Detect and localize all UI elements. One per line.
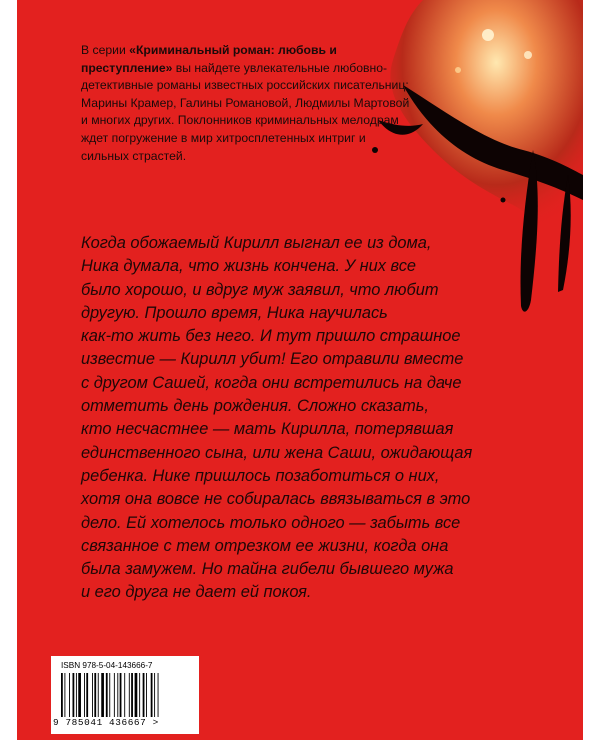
series-description xyxy=(81,42,411,165)
isbn-barcode-block xyxy=(51,656,199,734)
book-blurb: Когда обожаемый Кирилл выгнал ее из дома, Ника думала, что жизнь кончена. У них все было хорошо, и вдруг муж заявил, что любит другую. Прошло время, Ника научилась как-то жить без него. И тут пришло страшное известие — Кирилл убит! Его отравили вместе с другом Сашей, когда они встретились на даче отметить день рождения. Сложно сказать, кто несчастнее — мать Кирилла, потерявшая единственного сына, или жена Саши, ожидающая ребенка. Нике пришлось позаботиться о них, хотя она вовсе не собиралась ввязываться в это дело. Ей хотелось только одного — забыть все связанное с тем отрезком ее жизни, когда она была замужем. Но тайна гибели бывшего мужа и его друга не дает ей покоя. xyxy=(81,234,473,602)
series-body: вы найдете увлекательные любовно-детективные романы известных российских писательниц: Марины Крамер, Галины Романовой, Людмилы Мартовой и многих других. Поклонников криминальных мелодрам ждет погружение в мир хитросплетенных интриг и сильных страстей. xyxy=(81,60,410,163)
back-cover xyxy=(17,0,583,740)
barcode-icon xyxy=(61,673,189,717)
barcode-digits: 9 785041 436667 > xyxy=(53,717,159,728)
series-prefix: В серии xyxy=(81,43,130,57)
series-title: «Криминальный роман: любовь и преступление» xyxy=(81,43,337,75)
isbn-label: ISBN 978-5-04-143666-7 xyxy=(61,661,153,670)
